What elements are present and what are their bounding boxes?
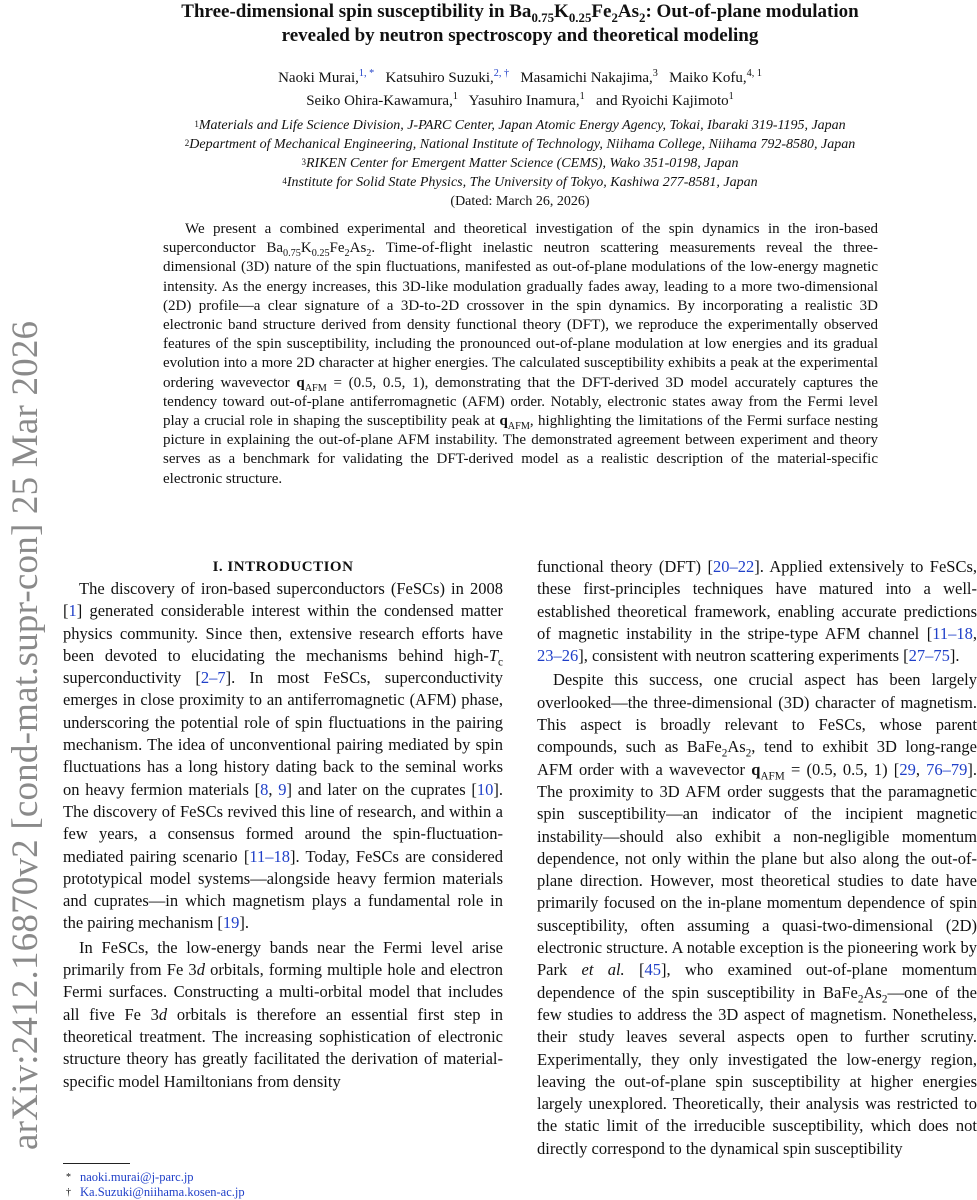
paragraph: Despite this success, one crucial aspect has been largely overlooked—the three-dimensional (3D) character of magnetism. This aspect is broadly relevant to FeSCs, whose parent compounds, such as $BaFe_2As_2$, tend to exhibit 3D long-range AFM order with a wavevector $q_{AFM} = (0.5$, 0.5, 1) [29, 76–79]. The proximity to 3D AFM order suggests that the paramagnetic spin susceptibility—an indicator of the incipient magnetic instability—should also exhibit a non-negligible momentum dependence, not only within the plane but also along the out-of-plane direction. However, most theoretical studies to date have primarily focused on the in-plane momentum dependence of spin susceptibility, often assuming a quasi-two-dimensional (2D) electronic structure. A notable exception is the pioneering work by Park et al. [45], who examined out-of-plane momentum dependence of the spin susceptibility in $BaFe_2As_2—one$ of the few studies to address the 3D aspect of magnetism. Nonetheless, their study leaves several aspects open to further scrutiny. Experimentally, they only investigated the low-energy region, leaving the out-of-plane spin susceptibility at higher energies largely unexplored. Theoretically, their analysis was restricted to the static limit of the irreducible susceptibility, which does not directly correspond to the dynamical spin susceptibility [537,670,977,1158]
citation-link[interactable]: 27–75 [908,646,950,666]
citation-link[interactable]: 8 [260,779,269,799]
author-marks: 1, * [358,68,375,79]
citation-link[interactable]: 76–79 [926,759,968,779]
email-link[interactable]: Ka.Suzuki@niihama.kosen-ac.jp [80,1185,245,1199]
author-marks: 4, 1 [746,68,762,79]
citation-link[interactable]: 19 [222,913,240,933]
affiliation: $^4$Institute for Solid State Physics, The University of Tokyo, Kashiwa 277-8581, Japan [282,175,758,190]
footnotes [66,1170,506,1200]
affiliations [60,116,977,192]
citation-link[interactable]: 2–7 [200,668,226,688]
email-link[interactable]: naoki.murai@j-parc.jp [80,1170,194,1184]
right-column [537,556,977,1160]
citation-link[interactable]: 9 [278,779,287,799]
footnote: † Ka.Suzuki@niihama.kosen-ac.jp [66,1185,245,1199]
paragraph: In FeSCs, the low-energy bands near the Fermi level arise primarily from Fe 3d orbitals, forming multiple hole and electron Fermi surfaces. Constructing a multi-orbital model that includes all five Fe 3d orbitals is therefore an essential first step in theoretical treatment. The increasing sophistication of electronic structure theory has greatly facilitated the derivation of material-specific model Hamiltonians from density [63,937,503,1091]
author-marks: 2, † [493,68,510,79]
citation-link[interactable]: 1 [68,601,77,621]
left-column [63,556,503,1093]
citation-link[interactable]: 11–18 [932,623,973,643]
author-marks: 1 [728,91,734,102]
author-marks: 1 [452,91,458,102]
affiliation: $^1$Materials and Life Science Division, J-PARC Center, Japan Atomic Energy Agency, Tokai, Ibaraki 319-1195, Japan [194,118,846,133]
citation-link[interactable]: 45 [644,960,661,980]
author-marks: 3 [652,68,658,79]
affiliation: $^2$Department of Mechanical Engineering, National Institute of Technology, Niihama College, Niihama 792-8580, Japan [184,137,856,152]
paper-title: Three-dimensional spin susceptibility in $Ba_{0.75}K_{0.25}Fe_2As_2$: Out-of-plane modulation revealed by neutron spectroscopy and theoretical modeling [181,1,859,46]
author: Naoki Murai, [278,70,359,86]
author: Maiko Kofu, [669,70,747,86]
paragraph: The discovery of iron-based superconductors (FeSCs) in 2008 [1] generated considerable interest within the condensed matter physics community. Since then, extensive research efforts have been devoted to elucidating the mechanisms behind high-$T_c$ superconductivity [2–7]. In most FeSCs, superconductivity emerges in close proximity to an antiferromagnetic (AFM) phase, underscoring the potential role of spin fluctuations in the pairing mechanism. The idea of unconventional pairing mediated by spin fluctuations has a long history dating back to the seminal works on heavy fermion materials [8, 9] and later on the cuprates [10]. The discovery of FeSCs revived this line of research, and within a few years, a consensus formed around the spin-fluctuation-mediated pairing scenario [11–18]. Today, FeSCs are considered prototypical model systems—alongside heavy fermion materials and cuprates—in which magnetism plays a fundamental role in the pairing mechanism [19]. [63,579,503,933]
author: Seiko Ohira-Kawamura, [306,93,453,109]
author: Katsuhiro Suzuki, [385,70,494,86]
author-marks: 1 [579,91,585,102]
footnote-rule [63,1163,130,1164]
citation-link[interactable]: 20–22 [712,557,755,576]
author: Masamichi Nakajima, [520,70,653,86]
affiliation: $^3$RIKEN Center for Emergent Matter Science (CEMS), Wako 351-0198, Japan [301,156,739,171]
arxiv-identifier: arXiv:2412.16870v2 [cond-mat.supr-con] 25 Mar 2026 [5,320,46,1150]
citation-link[interactable]: 10 [476,779,494,799]
citation-link[interactable]: 11–18 [249,846,290,866]
footnote: * naoki.murai@j-parc.jp [66,1170,194,1184]
author-list [60,67,977,113]
citation-link[interactable]: 23–26 [537,646,579,666]
abstract: We present a combined experimental and theoretical investigation of the spin dynamics in the iron-based superconductor $Ba_{0.75}K_{0.25}Fe_2As_2$. Time-of-flight inelastic neutron scattering measurements reveal the three-dimensional (3D) nature of the spin fluctuations, manifested as out-of-plane modulations of the low-energy magnetic intensity. As the energy increases, this 3D-like modulation gradually fades away, leading to a more two-dimensional (2D) profile—a clear signature of a 3D-to-2D crossover in the spin dynamics. By incorporating a realistic 3D electronic band structure derived from density functional theory (DFT), we reproduce the experimentally observed features of the spin susceptibility, including the pronounced out-of-plane modulation at low energies and its gradual evolution into a more 2D character at higher energies. The calculated susceptibility exhibits a peak at the experimental ordering wavevector $q_{AFM} = (0.5$, 0.5, 1), demonstrating that the DFT-derived 3D model accurately captures the tendency toward out-of-plane antiferromagnetic (AFM) order. Notably, electronic states away from the Fermi level play a crucial role in shaping the susceptibility peak at $q_{AFM}$, highlighting the limitations of the Fermi surface nesting picture in explaining the out-of-plane AFM instability. The demonstrated agreement between experiment and theory serves as a benchmark for validating the DFT-derived model as a realistic description of the material-specific electronic structure. [163,221,878,487]
paragraph: functional theory (DFT) [20–22]. Applied extensively to FeSCs, these first-principles techniques have matured into a well-established theoretical framework, enabling accurate predictions of magnetic instability in the stripe-type AFM channel [11–18, 23–26], consistent with neutron scattering experiments [27–75]. [537,557,977,666]
author: and Ryoichi Kajimoto [595,93,729,109]
section-heading: I. INTRODUCTION [212,559,354,575]
date-line: (Dated: March 26, 2026) [450,194,590,209]
citation-link[interactable]: 29 [899,759,916,779]
author: Yasuhiro Inamura, [468,93,580,109]
